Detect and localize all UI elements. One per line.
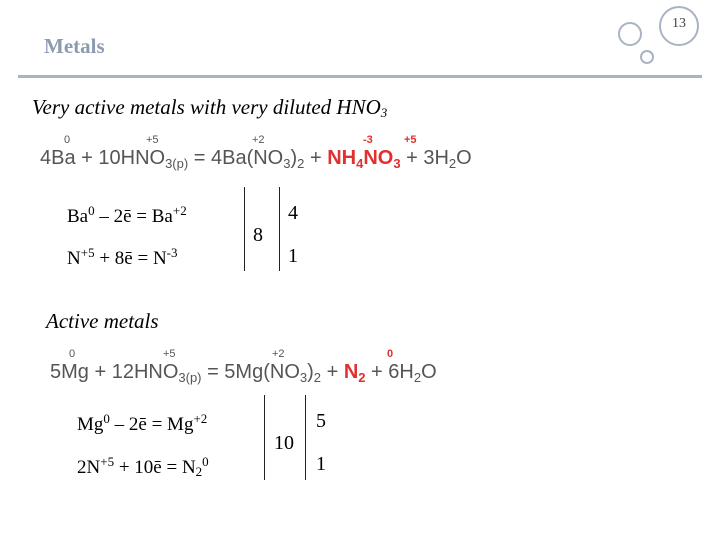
balance-divider-left [264, 395, 265, 480]
ox-state-mg-product: +2 [272, 348, 285, 360]
coefficient-n: 1 [288, 245, 298, 267]
electron-lcm: 8 [253, 224, 263, 246]
section1-heading: Very active metals with very diluted $HNO_3$ [32, 95, 388, 120]
product-ammonium-nitrate: $NH_4NO_3$ [327, 147, 401, 171]
balance-divider-right [305, 395, 306, 480]
title-divider [18, 75, 702, 78]
decor-circle-medium [618, 22, 642, 46]
half-reaction-n: $N^{+5}$ + 8ē = $N^{-3}$ [67, 245, 178, 269]
ox-state-n2: 0 [387, 348, 394, 360]
equation-1: $4Ba + 10HNO_{3(p)} = 4Ba(NO_3)_2 + NH_4NO_3 + 3H_2O$ [40, 147, 472, 171]
coefficient-mg: 5 [316, 410, 326, 432]
ox-state-ba-product: +2 [252, 134, 265, 146]
balance-divider-right [279, 187, 280, 271]
coefficient-ba: 4 [288, 202, 298, 224]
page-number: 13 [672, 16, 686, 31]
ox-state-n-nitrate: +5 [404, 134, 417, 146]
equation-2: $5Mg + 12HNO_{3(p)} = 5Mg(NO_3)_2 + N_2 + 6H_2O$ [50, 361, 437, 385]
decor-circle-small [640, 50, 654, 64]
half-reaction-mg: Mg$^0$ – 2ē = $Mg^{+2}$ [77, 411, 208, 435]
half-reaction-n2: $2N^{+5}$ + 10ē = $N_2^0$ [77, 454, 209, 479]
ox-state-n-reactant: +5 [146, 134, 159, 146]
balance-divider-left [244, 187, 245, 271]
coefficient-n2: 1 [316, 453, 326, 475]
ox-state-n-ammonium: -3 [363, 134, 373, 146]
half-reaction-ba: Ba$^0$ – 2ē = $Ba^{+2}$ [67, 203, 187, 227]
product-nitrogen: $N_2$ [343, 361, 366, 385]
ox-state-mg: 0 [69, 348, 76, 360]
section2-heading: Active metals [46, 309, 159, 333]
slide-title: Metals [44, 34, 105, 58]
ox-state-n-reactant: +5 [163, 348, 176, 360]
ox-state-ba: 0 [64, 134, 71, 146]
electron-lcm: 10 [274, 432, 294, 454]
